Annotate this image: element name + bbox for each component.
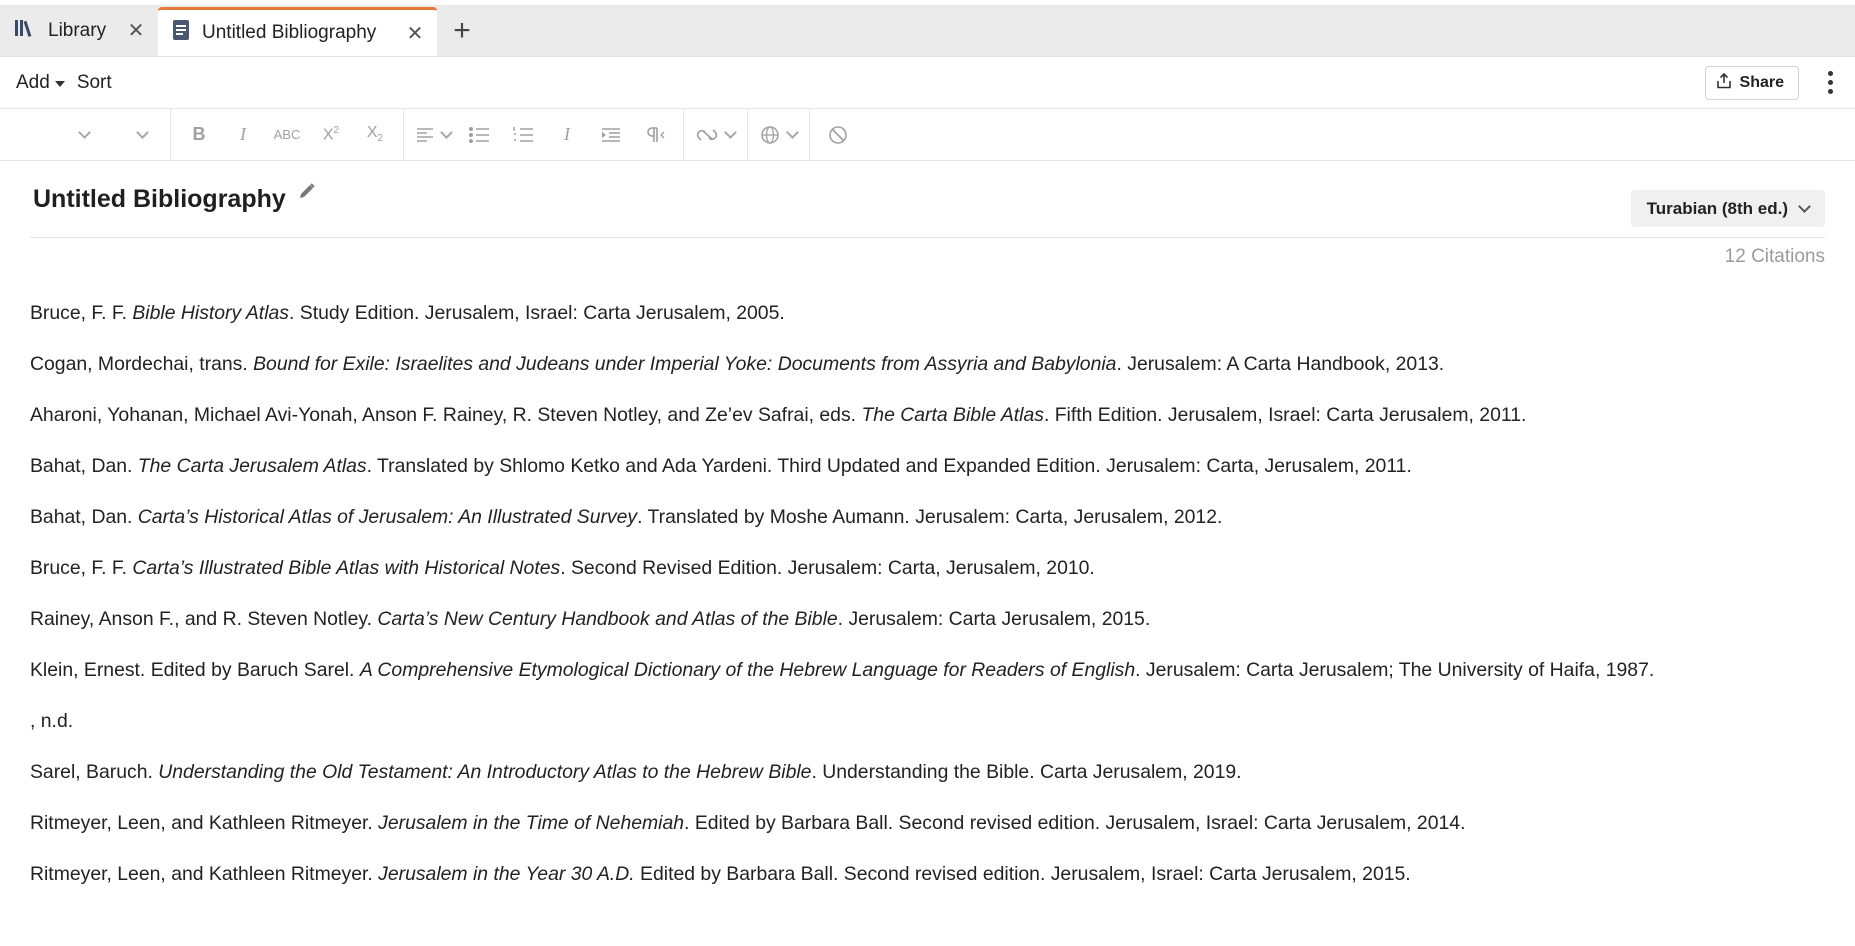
clear-formatting-button[interactable]	[816, 117, 860, 153]
entry-publication: . Fifth Edition. Jerusalem, Israel: Carta Jerusalem, 2011.	[1043, 404, 1527, 426]
paragraph-style-dropdown[interactable]	[62, 117, 106, 153]
citation-style-dropdown[interactable]	[1631, 190, 1825, 227]
numbered-list-icon	[512, 126, 534, 144]
clear-format-group	[810, 109, 866, 160]
entry-author: Aharoni, Yohanan, Michael Avi-Yonah, Anson F. Rainey, R. Steven Notley, and Ze’ev Safrai, eds.	[30, 404, 862, 426]
entry-author: Bahat, Dan.	[30, 455, 138, 477]
subscript-button[interactable]	[353, 117, 397, 153]
page-title: Untitled Bibliography	[33, 184, 286, 213]
tab-library[interactable]	[0, 5, 158, 56]
chevron-down-icon	[724, 126, 737, 139]
bibliography-list	[30, 300, 1825, 887]
close-icon[interactable]: ✕	[127, 20, 145, 42]
indent-icon	[601, 127, 621, 143]
entry-title: Jerusalem in the Time of Nehemiah	[378, 812, 685, 834]
citation-style-label: Turabian (8th ed.)	[1646, 198, 1788, 218]
caret-down-icon	[55, 81, 65, 87]
entry-title: Jerusalem in the Year 30 A.D.	[378, 863, 635, 885]
indent-button[interactable]	[589, 117, 633, 153]
entry-publication: . Study Edition. Jerusalem, Israel: Carta Jerusalem, 2005.	[289, 302, 785, 324]
entry-publication: . Second Revised Edition. Jerusalem: Carta, Jerusalem, 2010.	[560, 557, 1095, 579]
language-dropdown[interactable]	[754, 117, 803, 153]
bibliography-entry[interactable]	[30, 300, 1825, 326]
entry-title: Carta’s New Century Handbook and Atlas of the Bible	[377, 608, 838, 630]
strikethrough-label: ABC	[273, 127, 301, 142]
entry-publication: . Translated by Moshe Aumann. Jerusalem: Carta, Jerusalem, 2012.	[637, 506, 1223, 528]
tab-library-label: Library	[48, 19, 107, 41]
sort-button[interactable]	[77, 72, 112, 94]
entry-author: Sarel, Baruch.	[30, 761, 159, 783]
strikethrough-button[interactable]	[265, 117, 309, 153]
entry-author: Ritmeyer, Leen, and Kathleen Ritmeyer.	[30, 863, 379, 885]
add-label: Add	[16, 71, 50, 93]
numbered-list-button[interactable]	[501, 117, 545, 153]
entry-title: A Comprehensive Etymological Dictionary of the Hebrew Language for Readers of English	[359, 659, 1136, 681]
align-left-icon	[416, 127, 434, 143]
paragraph-direction-button[interactable]	[633, 117, 677, 153]
tab-bar	[0, 5, 1855, 57]
pencil-icon[interactable]	[298, 182, 316, 205]
entry-author: Ritmeyer, Leen, and Kathleen Ritmeyer.	[30, 812, 379, 834]
entry-title: Carta’s Historical Atlas of Jerusalem: An Illustrated Survey	[137, 506, 638, 528]
entry-title: Carta’s Illustrated Bible Atlas with Historical Notes	[132, 557, 561, 579]
entry-publication: . Edited by Barbara Ball. Second revised edition. Jerusalem, Israel: Carta Jerusalem, 2014.	[684, 812, 1466, 834]
more-options-icon[interactable]	[1828, 71, 1833, 94]
globe-icon	[760, 125, 780, 145]
bibliography-entry[interactable]	[30, 861, 1825, 887]
entry-publication: Edited by Barbara Ball. Second revised edition. Jerusalem, Israel: Carta Jerusalem, 2015.	[634, 863, 1411, 885]
chevron-down-icon	[1798, 200, 1811, 213]
language-group	[748, 109, 810, 160]
document-icon	[172, 19, 190, 47]
sort-label: Sort	[76, 71, 112, 93]
bold-button[interactable]: B	[192, 124, 206, 144]
superscript-icon: $X^2$	[322, 124, 340, 144]
bulleted-list-button[interactable]	[457, 117, 501, 153]
chevron-down-icon	[78, 126, 91, 139]
entry-author: Bruce, F. F.	[30, 557, 133, 579]
bibliography-entry[interactable]	[30, 810, 1825, 836]
close-icon[interactable]: ✕	[406, 22, 424, 45]
document-area	[0, 161, 1855, 887]
entry-author: , n.d.	[30, 710, 74, 732]
align-dropdown[interactable]	[410, 117, 457, 153]
formatting-toolbar	[0, 109, 1855, 161]
bulleted-list-icon	[468, 126, 490, 144]
bibliography-entry[interactable]	[30, 606, 1825, 632]
bibliography-entry[interactable]	[30, 708, 1825, 734]
entry-author: Klein, Ernest. Edited by Baruch Sarel.	[30, 659, 360, 681]
tab-bibliography-label: Untitled Bibliography	[202, 22, 377, 43]
bibliography-entry[interactable]	[30, 657, 1825, 683]
pilcrow-icon	[645, 126, 665, 144]
entry-title: Understanding the Old Testament: An Introductory Atlas to the Hebrew Bible	[158, 761, 812, 783]
font-size-dropdown[interactable]	[120, 117, 164, 153]
tab-untitled-bibliography[interactable]	[158, 7, 437, 56]
document-header	[30, 161, 1825, 238]
entry-title: The Carta Jerusalem Atlas	[137, 455, 367, 477]
entry-title: The Carta Bible Atlas	[861, 404, 1044, 426]
bibliography-entry[interactable]	[30, 759, 1825, 785]
share-button[interactable]	[1705, 66, 1799, 100]
entry-publication: . Understanding the Bible. Carta Jerusalem, 2019.	[811, 761, 1242, 783]
bibliography-entry[interactable]	[30, 351, 1825, 377]
citation-count: 12 Citations	[1724, 246, 1825, 267]
entry-title: Bible History Atlas	[132, 302, 289, 324]
chevron-down-icon	[136, 126, 149, 139]
italic-button[interactable]: I	[240, 124, 246, 144]
library-icon	[14, 18, 36, 44]
entry-author: Rainey, Anson F., and R. Steven Notley.	[30, 608, 378, 630]
entry-publication: . Jerusalem: Carta Jerusalem, 2015.	[837, 608, 1151, 630]
entry-author: Bruce, F. F.	[30, 302, 133, 324]
add-menu-button[interactable]	[16, 72, 65, 94]
entry-title: Bound for Exile: Israelites and Judeans under Imperial Yoke: Documents from Assyria and Babylonia	[253, 353, 1117, 375]
link-icon	[696, 126, 718, 144]
share-icon	[1716, 73, 1732, 94]
link-group	[684, 109, 748, 160]
bibliography-entry[interactable]	[30, 402, 1825, 428]
superscript-button[interactable]	[309, 117, 353, 153]
bibliography-entry[interactable]	[30, 453, 1825, 479]
command-bar	[0, 57, 1855, 109]
entry-publication: . Jerusalem: Carta Jerusalem; The University of Haifa, 1987.	[1135, 659, 1655, 681]
entry-publication: . Translated by Shlomo Ketko and Ada Yardeni. Third Updated and Expanded Edition. Jerusalem: Carta, Jerusalem, 2011.	[366, 455, 1412, 477]
emphasis-button[interactable]: I	[564, 124, 570, 144]
bibliography-entry[interactable]	[30, 555, 1825, 581]
plus-icon: +	[453, 13, 471, 47]
bibliography-entry[interactable]	[30, 504, 1825, 530]
chevron-down-icon	[440, 126, 453, 139]
share-label: Share	[1739, 74, 1784, 91]
paragraph-format-group	[404, 109, 684, 160]
style-dropdowns	[0, 109, 171, 160]
entry-author: Cogan, Mordechai, trans.	[30, 353, 254, 375]
link-dropdown[interactable]	[690, 117, 741, 153]
text-format-group	[171, 109, 404, 160]
entry-author: Bahat, Dan.	[30, 506, 138, 528]
new-tab-button[interactable]	[437, 5, 487, 56]
entry-publication: . Jerusalem: A Carta Handbook, 2013.	[1116, 353, 1445, 375]
subscript-icon: $X_2$	[366, 124, 384, 145]
chevron-down-icon	[786, 126, 799, 139]
block-icon	[828, 125, 848, 145]
